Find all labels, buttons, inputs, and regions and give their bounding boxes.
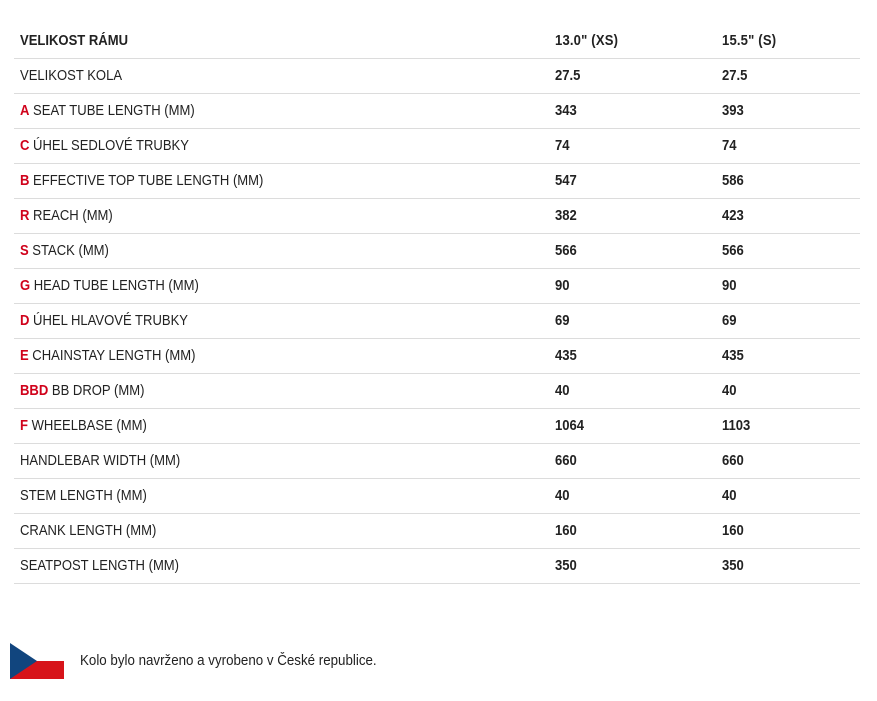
table-row	[14, 514, 860, 549]
row-label	[20, 339, 195, 373]
table-row	[14, 269, 860, 304]
dimension-name: ÚHEL SEDLOVÉ TRUBKY	[33, 138, 189, 154]
value-size-xs: 660	[555, 453, 577, 469]
dimension-name: HANDLEBAR WIDTH (MM)	[20, 453, 181, 469]
dimension-code: G	[20, 278, 31, 294]
dimension-code: A	[20, 103, 30, 119]
value-size-xs: 566	[555, 243, 577, 259]
dimension-name: ÚHEL HLAVOVÉ TRUBKY	[33, 313, 189, 329]
value-size-s: 586	[722, 173, 744, 189]
table-row	[14, 59, 860, 94]
dimension-name: STEM LENGTH (MM)	[20, 488, 147, 504]
dimension-code: R	[20, 208, 30, 224]
table-row	[14, 164, 860, 199]
value-size-s: 74	[722, 138, 737, 154]
table-row	[14, 374, 860, 409]
table-row	[14, 129, 860, 164]
table-row	[14, 549, 860, 584]
dimension-name: CHAINSTAY LENGTH (MM)	[32, 348, 196, 364]
value-size-xs: 435	[555, 348, 577, 364]
table-row	[14, 234, 860, 269]
header-frame-size-label: VELIKOST RÁMU	[20, 33, 129, 49]
value-size-xs: 343	[555, 103, 577, 119]
table-header-row	[14, 24, 860, 59]
dimension-name: SEATPOST LENGTH (MM)	[20, 558, 180, 574]
value-size-s: 423	[722, 208, 744, 224]
table-row	[14, 409, 860, 444]
row-label	[20, 479, 147, 513]
row-label	[20, 59, 122, 93]
value-size-xs: 40	[555, 488, 570, 504]
value-size-xs: 547	[555, 173, 577, 189]
row-label	[20, 514, 156, 548]
geometry-table	[14, 24, 860, 584]
value-size-s: 160	[722, 523, 744, 539]
dimension-name: SEAT TUBE LENGTH (MM)	[33, 103, 195, 119]
dimension-name: REACH (MM)	[33, 208, 113, 224]
dimension-name: BB DROP (MM)	[51, 383, 145, 399]
value-size-s: 27.5	[722, 68, 748, 84]
value-size-xs: 160	[555, 523, 577, 539]
dimension-code: C	[20, 138, 30, 154]
row-label	[20, 269, 199, 303]
row-label	[20, 304, 188, 338]
header-size-s: 15.5" (S)	[722, 33, 777, 49]
row-label	[20, 129, 189, 163]
value-size-s: 40	[722, 383, 737, 399]
dimension-code: S	[20, 243, 29, 259]
row-label	[20, 94, 195, 128]
row-label	[20, 549, 179, 583]
dimension-name: CRANK LENGTH (MM)	[20, 523, 157, 539]
row-label	[20, 164, 263, 198]
value-size-s: 435	[722, 348, 744, 364]
dimension-code: BBD	[20, 383, 49, 399]
value-size-xs: 382	[555, 208, 577, 224]
origin-note	[10, 642, 402, 680]
dimension-code: B	[20, 173, 30, 189]
value-size-s: 393	[722, 103, 744, 119]
dimension-code: F	[20, 418, 28, 434]
row-label	[20, 444, 180, 478]
row-label	[20, 409, 147, 443]
value-size-xs: 1064	[555, 418, 585, 434]
value-size-xs: 69	[555, 313, 570, 329]
dimension-code: E	[20, 348, 29, 364]
table-row	[14, 479, 860, 514]
header-size-xs: 13.0" (XS)	[555, 33, 619, 49]
value-size-xs: 27.5	[555, 68, 581, 84]
czech-flag-icon	[10, 643, 64, 679]
value-size-xs: 74	[555, 138, 570, 154]
value-size-xs: 90	[555, 278, 570, 294]
value-size-s: 350	[722, 558, 744, 574]
table-row	[14, 304, 860, 339]
dimension-name: HEAD TUBE LENGTH (MM)	[33, 278, 199, 294]
table-row	[14, 94, 860, 129]
dimension-name: VELIKOST KOLA	[20, 68, 123, 84]
row-label	[20, 234, 109, 268]
table-row	[14, 199, 860, 234]
value-size-s: 566	[722, 243, 744, 259]
dimension-name: EFFECTIVE TOP TUBE LENGTH (MM)	[33, 173, 264, 189]
table-row	[14, 339, 860, 374]
row-label	[20, 374, 144, 408]
dimension-code: D	[20, 313, 30, 329]
value-size-xs: 40	[555, 383, 570, 399]
dimension-name: WHEELBASE (MM)	[31, 418, 147, 434]
value-size-s: 40	[722, 488, 737, 504]
value-size-s: 1103	[722, 418, 751, 434]
dimension-name: STACK (MM)	[32, 243, 109, 259]
value-size-xs: 350	[555, 558, 577, 574]
table-row	[14, 444, 860, 479]
origin-note-text: Kolo bylo navrženo a vyrobeno v České republice.	[80, 653, 377, 669]
value-size-s: 69	[722, 313, 737, 329]
value-size-s: 660	[722, 453, 744, 469]
table-body	[14, 59, 860, 584]
row-label	[20, 199, 113, 233]
value-size-s: 90	[722, 278, 737, 294]
